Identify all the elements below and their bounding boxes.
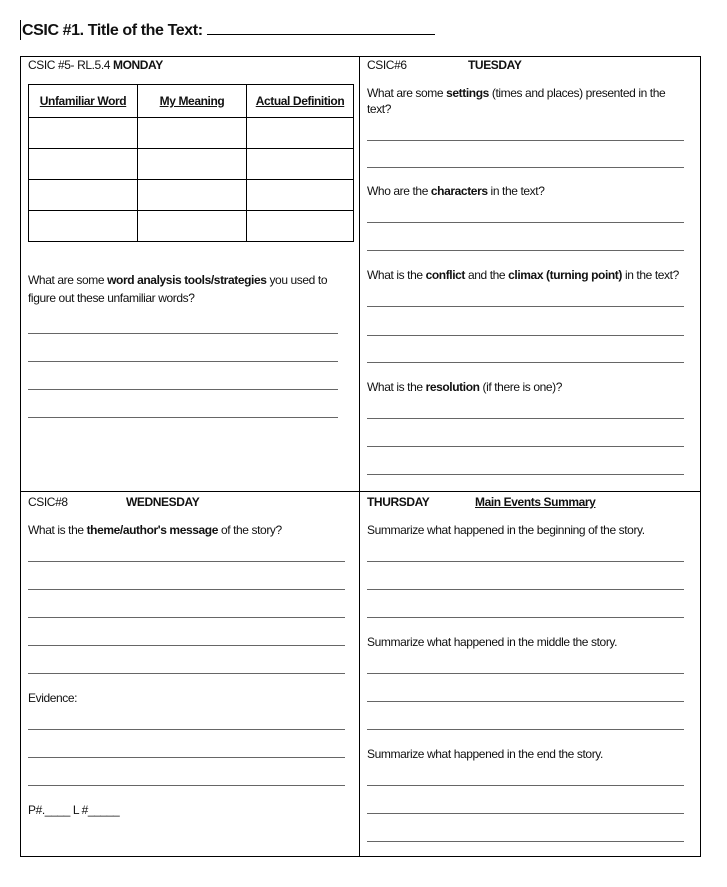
table-cell[interactable]: [247, 180, 354, 211]
answer-line[interactable]: [28, 617, 345, 618]
evidence-label: Evidence:: [28, 691, 78, 705]
wednesday-code: CSIC#8: [28, 495, 68, 509]
q-text: and the: [465, 268, 509, 282]
table-cell[interactable]: [29, 118, 138, 149]
table-cell[interactable]: [138, 211, 247, 242]
q-bold: word analysis tools/strategies: [107, 273, 267, 287]
answer-line[interactable]: [367, 701, 684, 702]
table-cell[interactable]: [29, 211, 138, 242]
table-row: [29, 180, 354, 211]
thursday-subtitle: Main Events Summary: [475, 495, 596, 509]
answer-line[interactable]: [367, 589, 684, 590]
tuesday-day: TUESDAY: [468, 58, 522, 72]
q-text: What is the: [367, 380, 426, 394]
q-text: Who are the: [367, 184, 431, 198]
table-cell[interactable]: [247, 149, 354, 180]
q-text: in the text?: [487, 184, 545, 198]
col-actual-definition: Actual Definition: [247, 85, 354, 118]
answer-line[interactable]: [367, 841, 684, 842]
q-text: What are some: [28, 273, 108, 287]
monday-day: MONDAY: [112, 58, 163, 72]
table-cell[interactable]: [29, 149, 138, 180]
thursday-q2: Summarize what happened in the middle the story.: [367, 635, 618, 649]
tuesday-code: CSIC#6: [367, 58, 407, 72]
q-text: (if there is one)?: [479, 380, 563, 394]
table-row: [29, 118, 354, 149]
answer-line[interactable]: [367, 250, 684, 251]
thursday-day: THURSDAY: [367, 495, 430, 509]
answer-line[interactable]: [28, 361, 338, 362]
q-text: you used to: [266, 273, 328, 287]
answer-line[interactable]: [367, 335, 684, 336]
answer-line[interactable]: [28, 389, 338, 390]
answer-line[interactable]: [28, 645, 345, 646]
q-text: What are some: [367, 86, 447, 100]
q-text: What is the: [367, 268, 426, 282]
answer-line[interactable]: [367, 167, 684, 168]
q-bold: conflict: [425, 268, 466, 282]
q-bold: theme/author's message: [86, 523, 219, 537]
q-bold: climax (turning point): [508, 268, 623, 282]
table-cell[interactable]: [247, 118, 354, 149]
answer-line[interactable]: [367, 222, 684, 223]
col-my-meaning: My Meaning: [138, 85, 247, 118]
table-cell[interactable]: [138, 180, 247, 211]
answer-line[interactable]: [367, 561, 684, 562]
title-blank-field[interactable]: [207, 20, 435, 35]
answer-line[interactable]: [28, 417, 338, 418]
tuesday-q3: [367, 268, 679, 282]
page-line-field[interactable]: P#.____ L #_____: [28, 803, 120, 817]
answer-line[interactable]: [28, 729, 345, 730]
col-unfamiliar-word: Unfamiliar Word: [29, 85, 138, 118]
answer-line[interactable]: [367, 617, 684, 618]
answer-line[interactable]: [367, 813, 684, 814]
answer-line[interactable]: [367, 362, 684, 363]
answer-line[interactable]: [28, 673, 345, 674]
q-bold: resolution: [425, 380, 480, 394]
thursday-q1: Summarize what happened in the beginning of the story.: [367, 523, 645, 537]
monday-header: [28, 58, 163, 72]
title-label: CSIC #1. Title of the Text:: [22, 22, 203, 39]
wednesday-question: [28, 523, 282, 537]
monday-code: CSIC #5- RL.5.4: [28, 58, 113, 72]
answer-line[interactable]: [28, 561, 345, 562]
q-bold: characters: [430, 184, 488, 198]
tuesday-q1: [367, 86, 665, 100]
table-row: [29, 211, 354, 242]
q-text: of the story?: [218, 523, 282, 537]
answer-line[interactable]: [367, 673, 684, 674]
answer-line[interactable]: [367, 729, 684, 730]
answer-line[interactable]: [367, 474, 684, 475]
answer-line[interactable]: [28, 785, 345, 786]
tuesday-q2: [367, 184, 544, 198]
q-text: What is the: [28, 523, 87, 537]
answer-line[interactable]: [28, 333, 338, 334]
table-cell[interactable]: [247, 211, 354, 242]
column-divider: [359, 56, 360, 856]
tuesday-q4: [367, 380, 562, 394]
table-cell[interactable]: [138, 149, 247, 180]
answer-line[interactable]: [367, 306, 684, 307]
tuesday-q1-line2: text?: [367, 102, 392, 116]
monday-question: [28, 273, 327, 287]
q-text: (times and places) presented in the: [488, 86, 666, 100]
row-divider: [20, 491, 701, 492]
q-bold: settings: [446, 86, 489, 100]
answer-line[interactable]: [28, 757, 345, 758]
answer-line[interactable]: [367, 446, 684, 447]
q-text: in the text?: [622, 268, 679, 282]
table-row: [29, 149, 354, 180]
vocabulary-table: [28, 84, 354, 242]
table-cell[interactable]: [29, 180, 138, 211]
thursday-q3: Summarize what happened in the end the story.: [367, 747, 603, 761]
answer-line[interactable]: [367, 785, 684, 786]
answer-line[interactable]: [367, 140, 684, 141]
wednesday-day: WEDNESDAY: [126, 495, 200, 509]
answer-line[interactable]: [367, 418, 684, 419]
monday-question-line2: figure out these unfamiliar words?: [28, 291, 195, 305]
table-cell[interactable]: [138, 118, 247, 149]
page-title: [20, 20, 435, 40]
answer-line[interactable]: [28, 589, 345, 590]
